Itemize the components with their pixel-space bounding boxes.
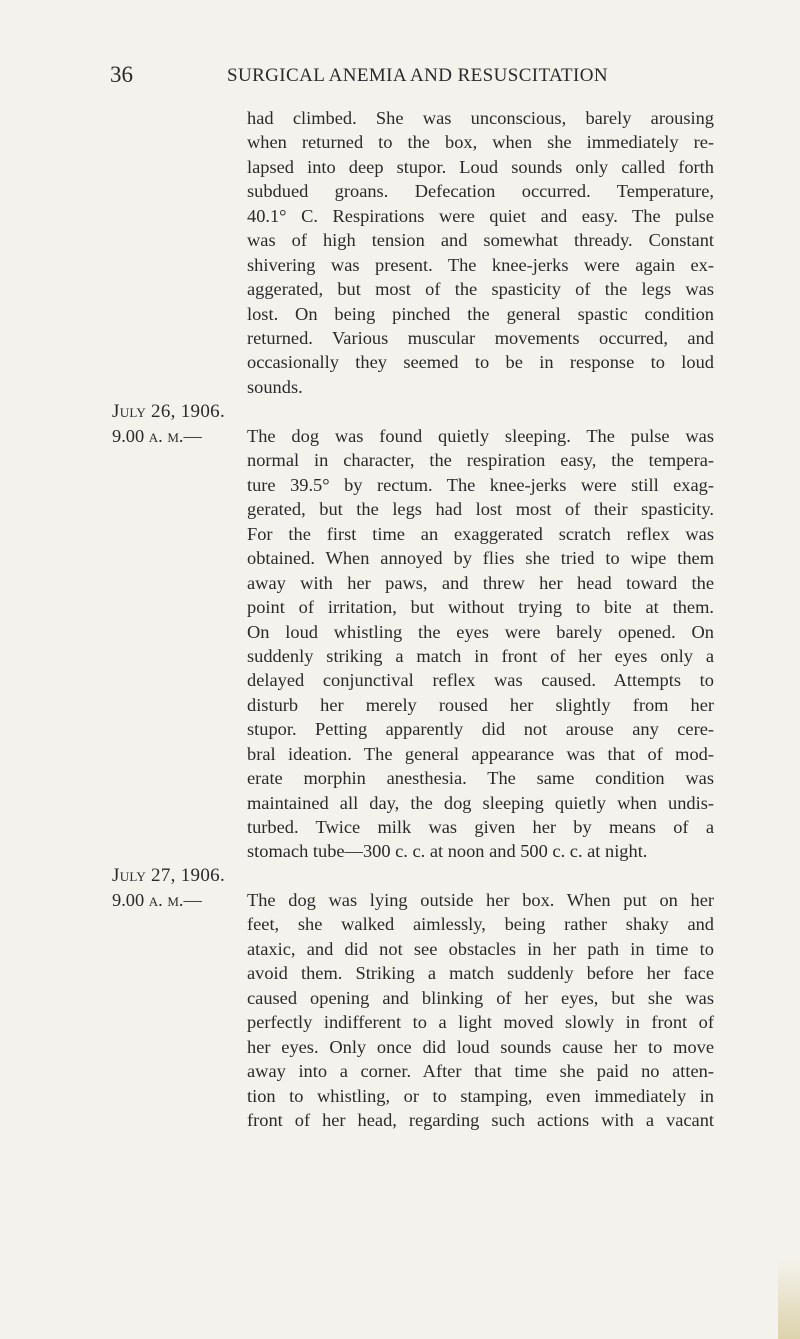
entry-1-text <box>247 424 714 864</box>
text-line: when returned to the box, when she immediately re- <box>247 132 714 153</box>
text-line: ture 39.5° by rectum. The knee-jerks were still exag- <box>247 474 714 495</box>
text-line: stomach tube—300 c. c. at noon and 500 c. c. at night. <box>247 841 648 862</box>
text-line: bral ideation. The general appearance was that of mod- <box>247 743 714 764</box>
text-line: away with her paws, and threw her head toward the <box>247 572 714 593</box>
text-line: lapsed into deep stupor. Loud sounds only called forth <box>247 156 714 177</box>
text-line: lost. On being pinched the general spastic condition <box>247 303 714 324</box>
text-line: stupor. Petting apparently did not arouse any cere- <box>247 719 714 740</box>
text-line: obtained. When annoyed by flies she tried to wipe them <box>247 548 714 569</box>
text-line: returned. Various muscular movements occurred, and <box>247 327 714 348</box>
text-line: occasionally they seemed to be in response to loud <box>247 352 714 373</box>
page-edge-stain <box>778 1259 800 1339</box>
text-line: avoid them. Striking a match suddenly before her face <box>247 963 714 984</box>
text-line: suddenly striking a match in front of her eyes only a <box>247 645 714 666</box>
text-line: perfectly indifferent to a light moved slowly in front of <box>247 1012 714 1033</box>
text-line: The dog was found quietly sleeping. The pulse was <box>247 426 714 446</box>
text-line: front of her head, regarding such actions with a vacant <box>247 1109 714 1130</box>
paragraph-continuation <box>247 106 714 399</box>
running-title: SURGICAL ANEMIA AND RESUSCITATION <box>227 65 608 86</box>
text-line: The dog was lying outside her box. When put on her <box>247 890 714 910</box>
text-line: disturb her merely roused her slightly from her <box>247 694 714 715</box>
text-line: was of high tension and somewhat thready. Constant <box>247 230 714 251</box>
text-line: tion to whistling, or to stamping, even immediately in <box>247 1085 714 1106</box>
text-line: gerated, but the legs had lost most of their spasticity. <box>247 499 714 520</box>
text-line: turbed. Twice milk was given her by means of a <box>247 817 714 837</box>
text-line: On loud whistling the eyes were barely opened. On <box>247 621 714 642</box>
text-line: normal in character, the respiration easy, the tempera- <box>247 450 714 471</box>
text-line: ataxic, and did not see obstacles in her path in time to <box>247 938 714 959</box>
text-line: had climbed. She was unconscious, barely arousing <box>247 108 714 128</box>
text-line: 40.1° C. Respirations were quiet and easy. The pulse <box>247 205 714 226</box>
text-line: For the first time an exaggerated scratch reflex was <box>247 523 714 544</box>
text-line: subdued groans. Defecation occurred. Temperature, <box>247 181 714 202</box>
text-line: away into a corner. After that time she paid no atten- <box>247 1061 714 1082</box>
entry-2-text <box>247 888 714 1132</box>
text-line: point of irritation, but without trying to bite at them. <box>247 597 714 618</box>
entry-date-july-26: July 26, 1906. <box>112 401 226 422</box>
entry-date-july-27: July 27, 1906. <box>112 865 226 886</box>
text-line: maintained all day, the dog sleeping quietly when undis- <box>247 792 714 813</box>
text-line: delayed conjunctival reflex was caused. Attempts to <box>247 670 714 691</box>
entry-time: 9.00 a. m.— <box>112 890 202 910</box>
page-number: 36 <box>110 62 133 87</box>
text-line: her eyes. Only once did loud sounds cause her to move <box>247 1036 714 1057</box>
text-line: shivering was present. The knee-jerks were again ex- <box>247 254 714 275</box>
text-line: caused opening and blinking of her eyes, but she was <box>247 987 714 1008</box>
text-line: feet, she walked aimlessly, being rather shaky and <box>247 914 714 935</box>
text-line: sounds. <box>247 376 303 397</box>
entry-time: 9.00 a. m.— <box>112 426 202 446</box>
text-line: erate morphin anesthesia. The same condition was <box>247 768 714 789</box>
text-line: aggerated, but most of the spasticity of the legs was <box>247 279 714 300</box>
page-header <box>110 62 670 96</box>
